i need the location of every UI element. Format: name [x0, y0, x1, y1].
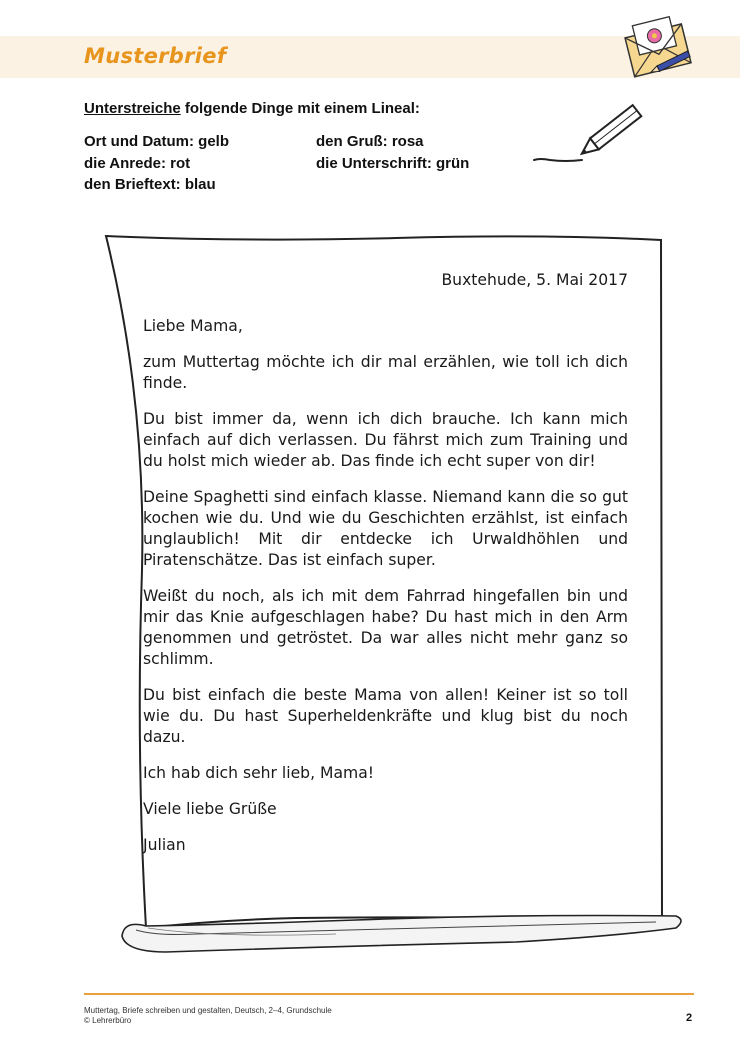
envelope-icon — [618, 14, 700, 78]
letter-paragraph: Deine Spaghetti sind einfach klasse. Niemand kann die so gut kochen wie du. Und wie du Geschichten erzählst, ist einfach unglaublich! Mit dir entdecke ich Urwaldhöhlen und Piratenschätze. Das ist einfach super. — [143, 488, 628, 569]
letter-body — [143, 270, 628, 871]
letter-paragraph: Weißt du noch, als ich mit dem Fahrrad hingefallen bin und mir das Knie aufgeschlagen habe? Du hast mich in den Arm genommen und getröstet. Da war alles nicht mehr ganz so schlimm. — [143, 587, 628, 668]
instruction-item: den Gruß: rosa — [316, 133, 424, 150]
instruction-heading-rest: folgende Dinge mit einem Lineal: — [180, 100, 420, 117]
instruction-heading-underlined: Unterstreiche — [84, 100, 181, 117]
pencil-icon — [530, 100, 650, 170]
letter-paragraph: Du bist immer da, wenn ich dich brauche. Ich kann mich einfach auf dich verlassen. Du fährst mich zum Training und du holst mich wieder ab. Das finde ich echt super von dir! — [143, 410, 628, 470]
instruction-heading — [84, 100, 420, 117]
instruction-item: Ort und Datum: gelb — [84, 133, 229, 150]
instruction-list-left — [84, 131, 229, 196]
letter-salutation: Liebe Mama, — [143, 317, 243, 335]
footer-line: Muttertag, Briefe schreiben und gestalten, Deutsch, 2–4, Grundschule — [84, 1006, 332, 1015]
letter-date: Buxtehude, 5. Mai 2017 — [441, 271, 628, 289]
letter-paragraph: zum Muttertag möchte ich dir mal erzählen, wie toll ich dich finde. — [143, 353, 628, 392]
footer-divider — [84, 993, 694, 995]
footer-line: © Lehrerbüro — [84, 1016, 132, 1025]
letter-paragraph: Du bist einfach die beste Mama von allen! Keiner ist so toll wie du. Du hast Superheldenkräfte und klug bist du noch dazu. — [143, 686, 628, 746]
instruction-list-right — [316, 131, 469, 174]
letter-closing: Viele liebe Grüße — [143, 800, 277, 818]
page-title: Musterbrief — [84, 44, 227, 68]
footer-credits — [84, 1006, 332, 1026]
letter-paragraph: Ich hab dich sehr lieb, Mama! — [143, 764, 374, 782]
instruction-item: die Anrede: rot — [84, 154, 191, 172]
page-number: 2 — [686, 1012, 693, 1024]
instruction-item: den Brieftext: blau — [84, 176, 216, 193]
instruction-item: die Unterschrift: grün — [316, 154, 470, 172]
letter-signature: Julian — [143, 836, 186, 854]
